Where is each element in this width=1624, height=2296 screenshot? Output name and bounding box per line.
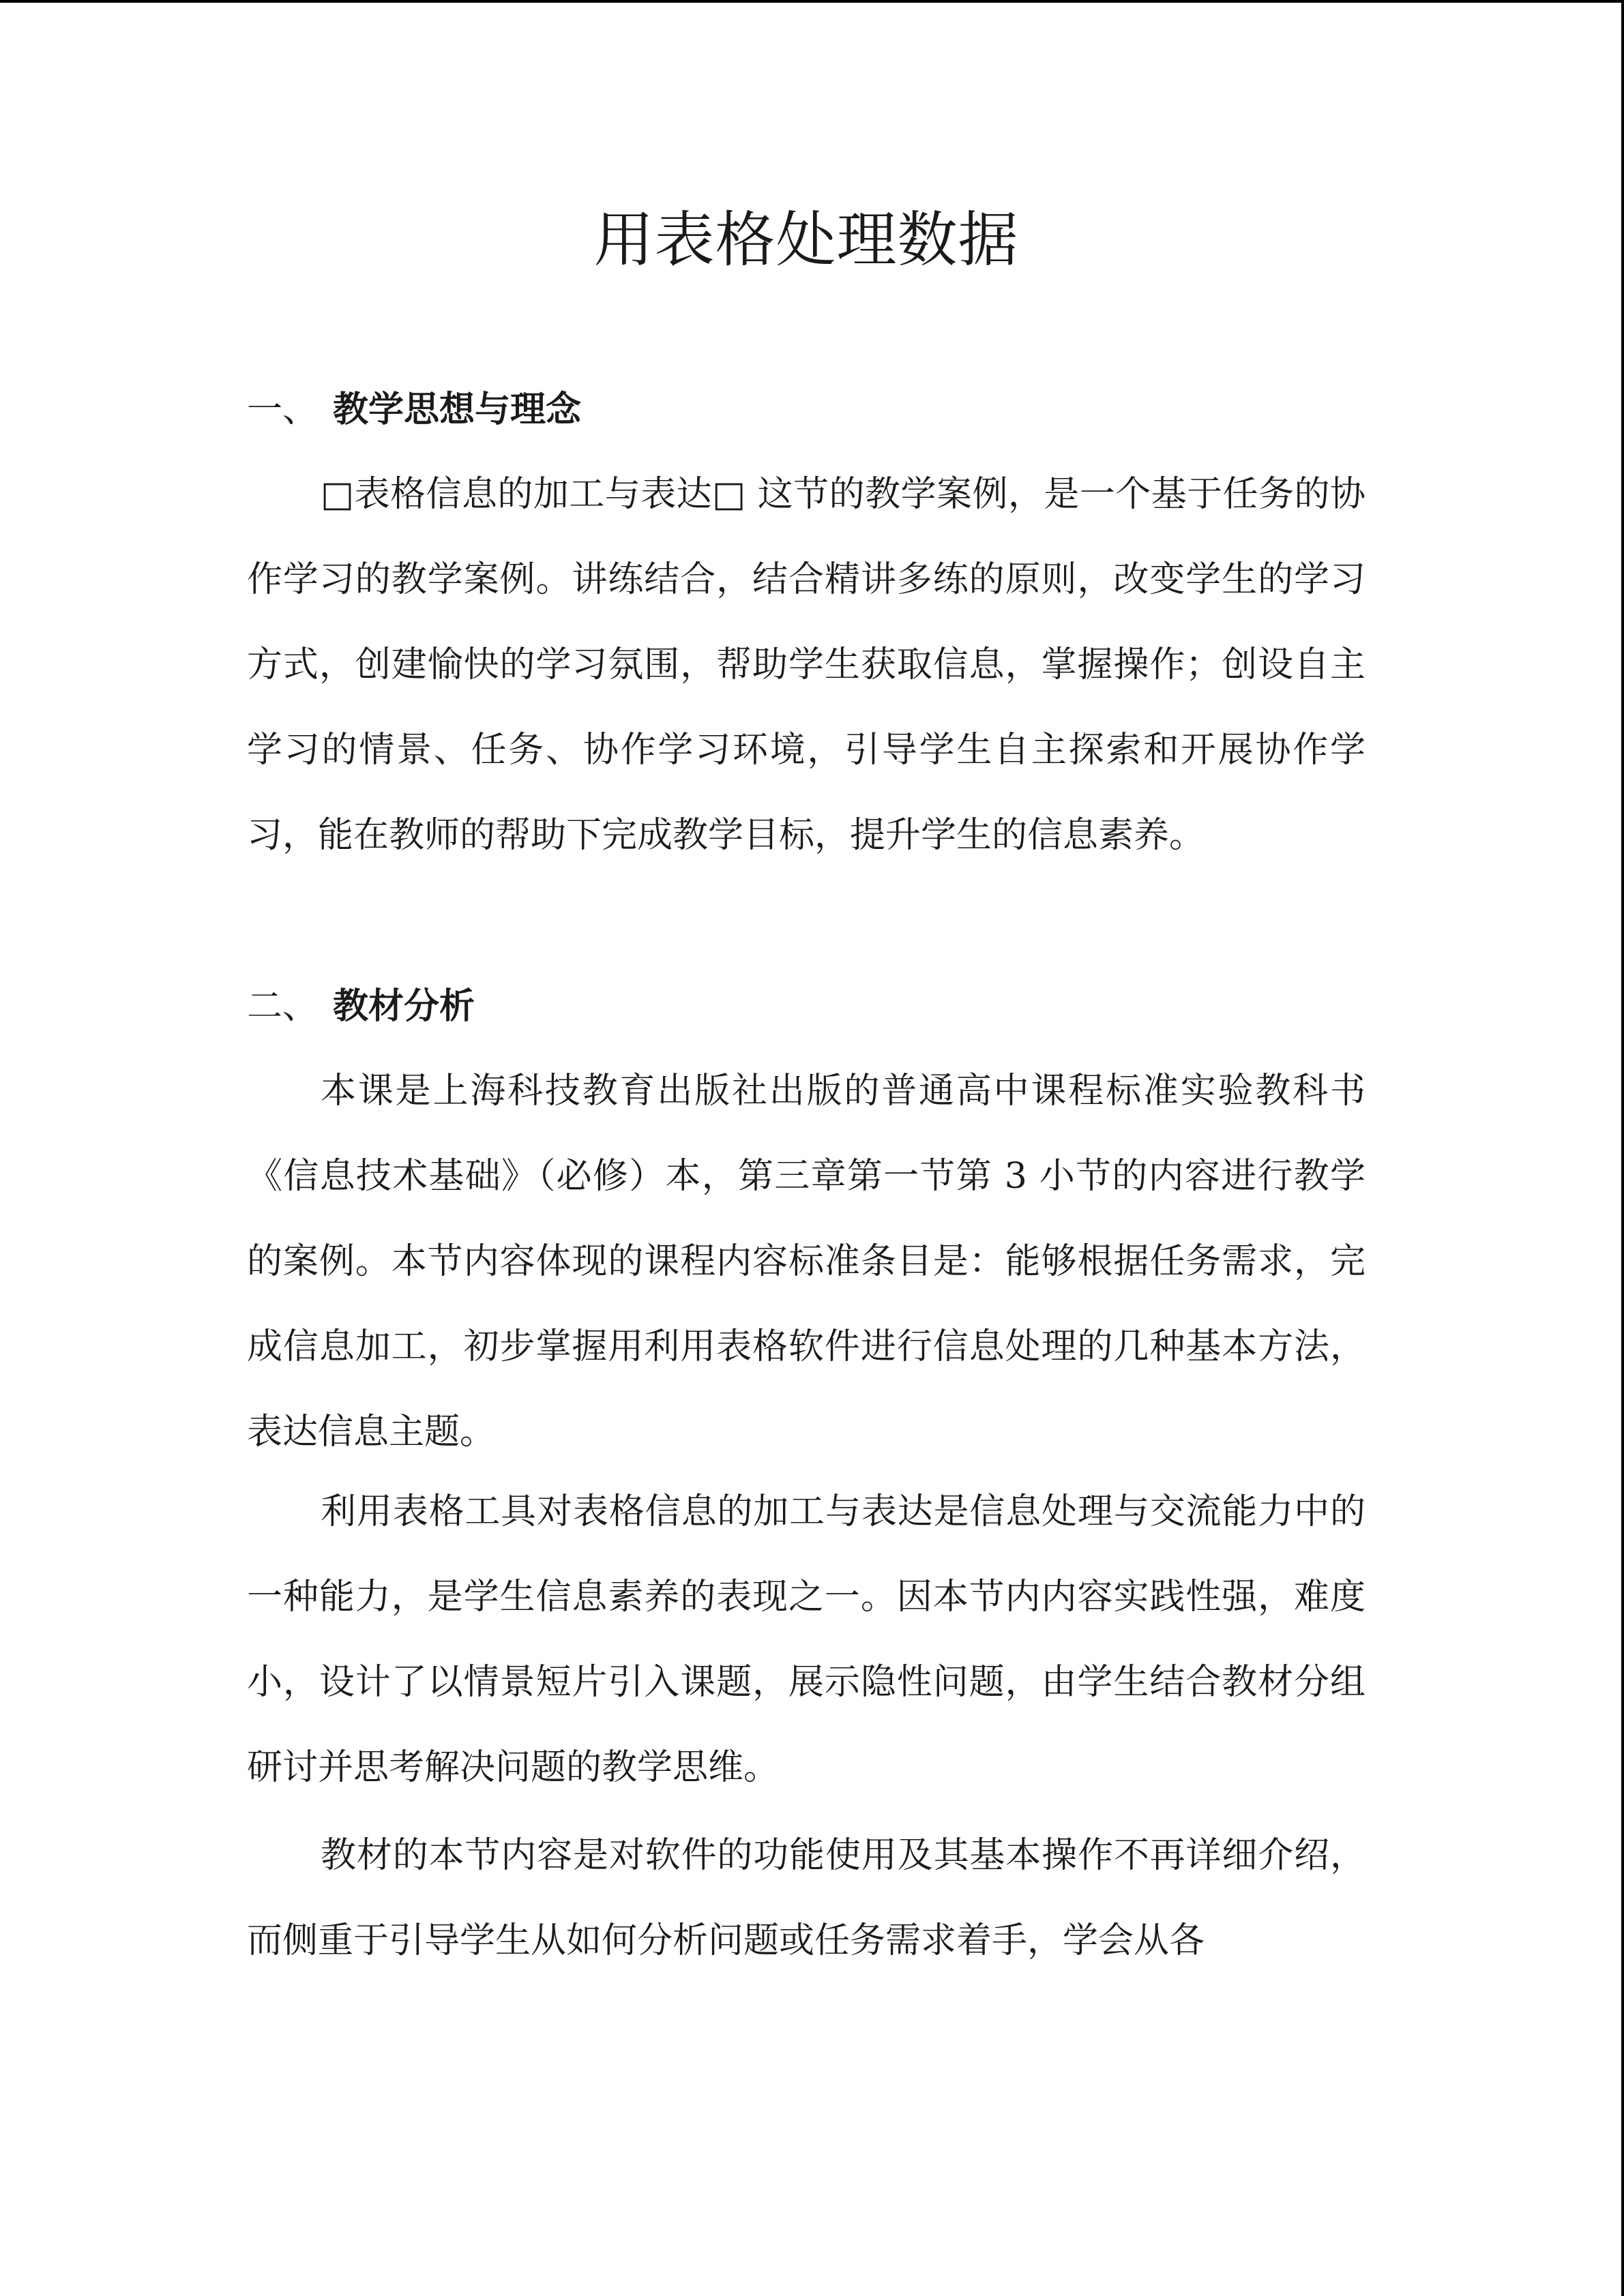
paragraph: 教材的本节内容是对软件的功能使用及其基本操作不再详细介绍，而侧重于引导学生从如何分析问题或任务需求着手，学会从各: [247, 1835, 1365, 1961]
section-number: 一、: [247, 389, 319, 430]
section-number: 二、: [247, 986, 319, 1027]
paragraph: 利用表格工具对表格信息的加工与表达是信息处理与交流能力中的一种能力，是学生信息素养的表现之一。因本节内内容实践性强，难度小，设计了以情景短片引入课题，展示隐性问题，由学生结合教材分组研讨并思考解决问题的教学思维。: [247, 1491, 1365, 1788]
section-heading-1: [247, 386, 581, 434]
section-title: 教学思想与理念: [333, 389, 582, 430]
paragraph: □表格信息的加工与表达□ 这节的教学案例，是一个基于任务的协作学习的教学案例。讲练结合，结合精讲多练的原则，改变学生的学习方式，创建愉快的学习氛围，帮助学生获取信息，掌握操作；创设自主学习的情景、任务、协作学习环境，引导学生自主探索和开展协作学习，能在教师的帮助下完成教学目标，提升学生的信息素养。: [247, 474, 1365, 856]
section-heading-2: [247, 983, 475, 1030]
page-border-top: [0, 0, 1624, 3]
page-title: 用表格处理数据: [593, 205, 1019, 275]
page-border-right: [1621, 0, 1624, 2296]
section-title: 教材分析: [333, 985, 475, 1027]
paragraph: 本课是上海科技教育出版社出版的普通高中课程标准实验教科书《信息技术基础》（必修）本，第三章第一节第 3 小节的内容进行教学的案例。本节内容体现的课程内容标准条目是：能够根据任务需求，完成信息加工，初步掌握用利用表格软件进行信息处理的几种基本方法，表达信息主题。: [247, 1071, 1365, 1452]
